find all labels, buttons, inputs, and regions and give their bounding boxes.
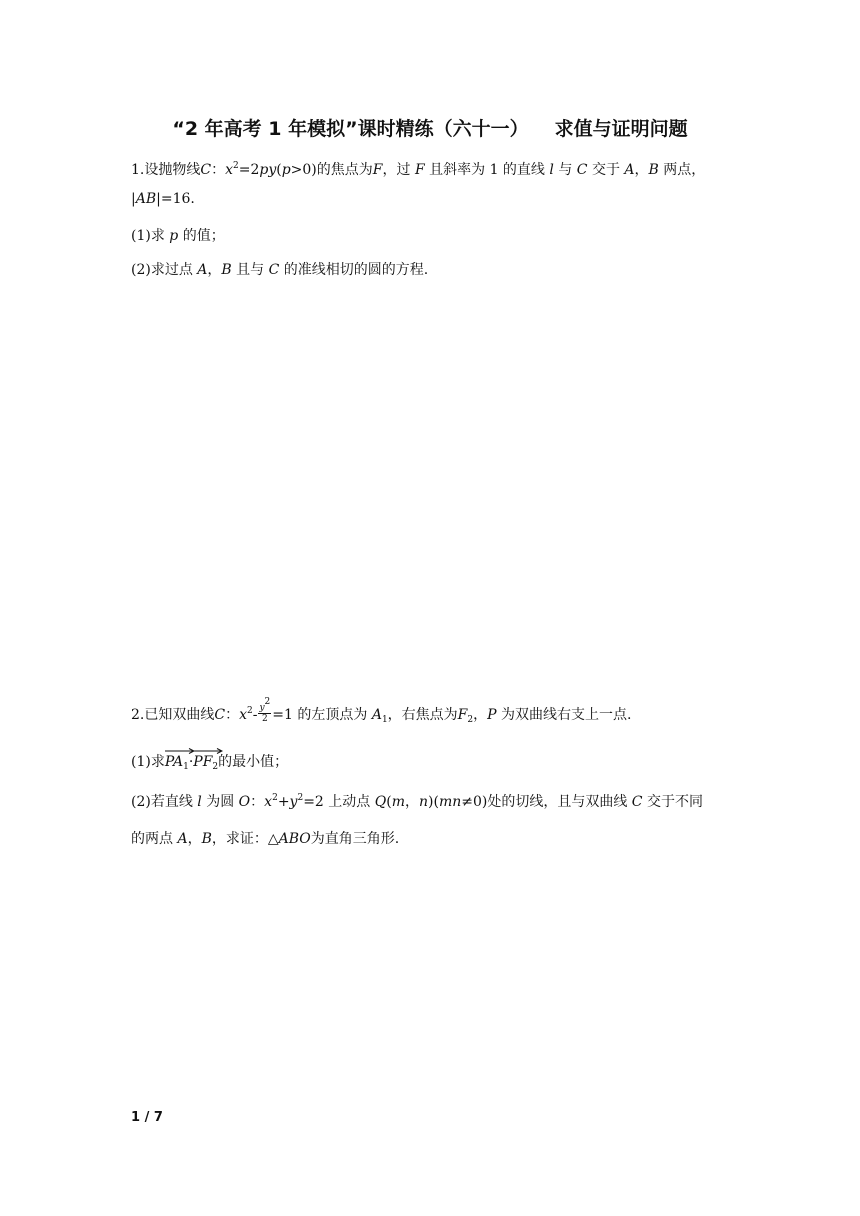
q2-part-2-cont: 的两点 A，B，求证：△ABO为直角三角形. bbox=[131, 831, 400, 847]
page-number: 1 / 7 bbox=[131, 1110, 163, 1125]
vector-pf2: $PF_2$ bbox=[193, 754, 218, 770]
fraction: $\frac{y^2}{2}$ bbox=[259, 697, 271, 724]
q1-part-1: (1)求 p 的值； bbox=[131, 228, 225, 244]
q2-part-1: (1)求 $PA_1\cdot$ $PF_2$的最小值； bbox=[131, 751, 288, 771]
title-main: “2 年高考 1 年模拟”课时精练（六十一） bbox=[172, 118, 529, 140]
q1-line-1: 1.设抛物线C：$x^2=2py(p>0)$的焦点为F，过 F 且斜率为 1 的直线 l 与 C 交于 A，B 两点， bbox=[131, 161, 706, 178]
title-sub: 求值与证明问题 bbox=[554, 118, 688, 140]
q1-part-2: (2)求过点 A，B 且与 C 的准线相切的圆的方程. bbox=[131, 262, 429, 278]
q2-line-1: 2.已知双曲线C：$x^2-$ $\frac{y^2}{2}$ =1 的左顶点为 $A_1$，右焦点为$F_2$，P 为双曲线右支上一点. bbox=[131, 697, 632, 725]
q1-line-2: |AB|=16. bbox=[131, 191, 195, 207]
vector-pa1: $PA_1$ bbox=[165, 754, 189, 770]
q2-part-2: (2)若直线 l 为圆 O：$x^2+y^2=2$ 上动点 Q(m，n)(mn≠0)处的切线，且与双曲线 C 交于不同 bbox=[131, 793, 703, 810]
page-title bbox=[0, 114, 860, 141]
